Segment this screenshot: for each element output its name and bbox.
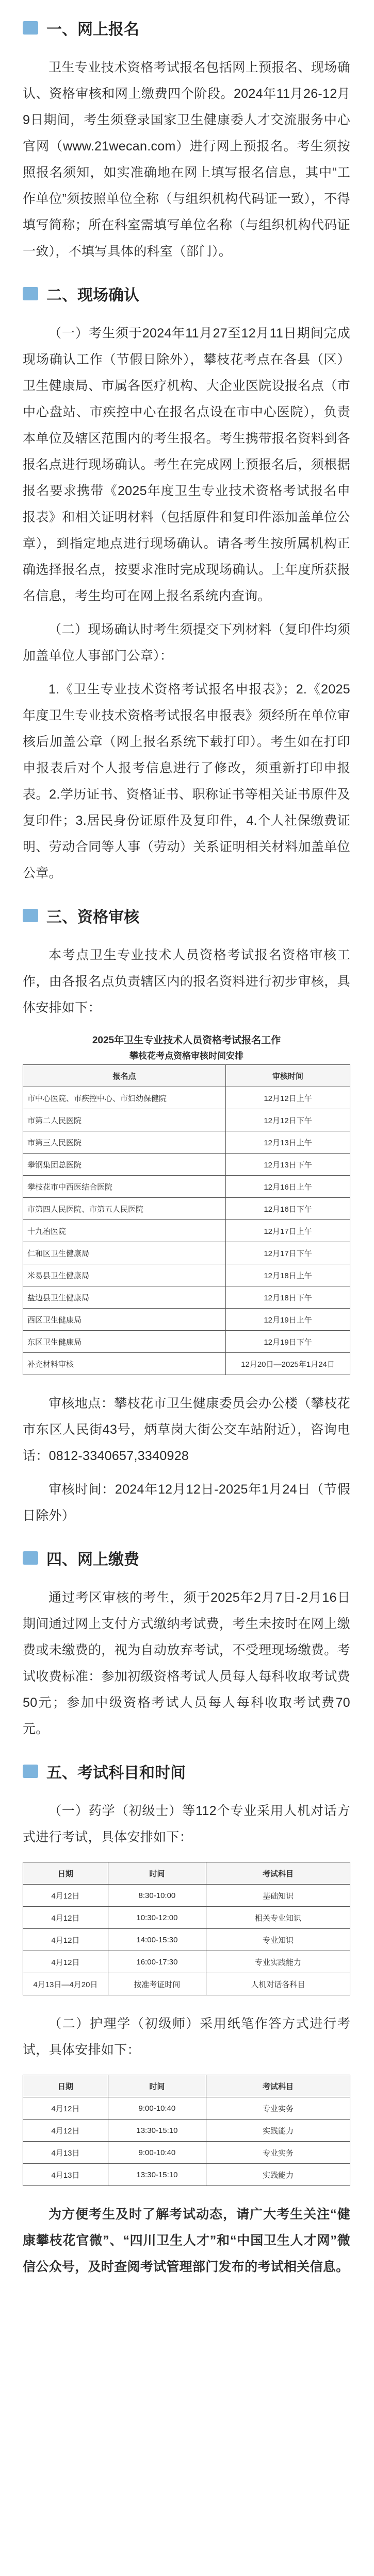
table-header: 日期 bbox=[23, 1862, 108, 1885]
table-cell: 4月13日 bbox=[23, 2142, 108, 2164]
paragraph: （一）药学（初级士）等112个专业采用人机对话方式进行考试，具体安排如下： bbox=[23, 1804, 350, 1844]
table-cell: 12月18日上午 bbox=[226, 1264, 350, 1286]
table-cell: 专业实务 bbox=[206, 2097, 350, 2120]
paragraph-review-location: 审核地点：攀枝花市卫生健康委员会办公楼（攀枝花市东区人民街43号，炳草岗大街公交车站附近），咨询电话：0812-3340657,3340928 bbox=[23, 1396, 350, 1463]
table-header: 日期 bbox=[23, 2075, 108, 2097]
paragraph: （一）考生须于2024年11月27至12月11日期间完成现场确认工作（节假日除外），攀枝花考点在各县（区）卫生健康局、市属各医疗机构、大企业医院设报名点（市中心盘站、市疾控中心在报名点设在市中心医院），负责本单位及辖区范围内的考生报名。考生携带报名资料到各报名点进行现场确认。考生在完成网上预报名后，须根据报名要求携带《2025年度卫生专业技术资格考试报名申报表》和相关证明材料（包括原件和复印件添加盖单位公章），到指定地点进行现场确认。请各考生按所属机构正确选择报名点，按要求准时完成现场确认。上年度所获报名信息，考生均可在网上报名系统内查询。 bbox=[23, 326, 350, 603]
computer-exam-schedule-table bbox=[23, 1862, 350, 1995]
table-cell: 十九冶医院 bbox=[23, 1220, 226, 1242]
section-heading-online-registration bbox=[23, 16, 350, 39]
table-row bbox=[23, 1331, 350, 1353]
table-cell: 9:00-10:40 bbox=[108, 2142, 206, 2164]
paragraph: 1.《卫生专业技术资格考试报名申报表》；2.《2025年度卫生专业技术资格考试报名申报表》须经所在单位审核后加盖公章（网上报名系统下载打印）。考生如在打印申报表后对个人报考信息进行了修改，须重新打印申报表。2.学历证书、资格证书、职称证书等相关证书原件及复印件；3.居民身份证原件及复印件，4.个人社保缴费证明、劳动合同等人事（劳动）关系证明相关材料加盖单位公章。 bbox=[23, 682, 350, 880]
paragraph-wechat-notice: 为方便考生及时了解考试动态，请广大考生关注“健康攀枝花官微”、“四川卫生人才”和“中国卫生人才网”微信公众号，及时查阅考试管理部门发布的考试相关信息。 bbox=[23, 2207, 350, 2274]
section-title: 一、网上报名 bbox=[46, 21, 139, 38]
table-cell: 实践能力 bbox=[206, 2164, 350, 2186]
table-cell: 12月19日上午 bbox=[226, 1309, 350, 1331]
table-cell: 4月13日 bbox=[23, 2164, 108, 2186]
section-marker-icon bbox=[23, 21, 38, 35]
table-cell: 4月12日 bbox=[23, 2120, 108, 2142]
table-row bbox=[23, 1885, 350, 1907]
section-marker-icon bbox=[23, 1765, 38, 1778]
paragraph: （二）现场确认时考生须提交下列材料（复印件均须加盖单位人事部门公章）： bbox=[23, 622, 350, 663]
table-row bbox=[23, 1973, 350, 1995]
section-heading-online-payment bbox=[23, 1547, 350, 1569]
paragraph: 卫生专业技术资格考试报名包括网上预报名、现场确认、资格审核和网上缴费四个阶段。2024年11月26-12月9日期间，考生须登录国家卫生健康委人才交流服务中心官网（www.21wecan.com）进行网上预报名。考生须按照报名须知，如实准确地在网上填写报名信息，其中“工作单位”须按照单位全称（与组织机构代码证一致），不得填写简称；所在科室需填写单位名称（与组织机构代码证一致），不填写具体的科室（部门）。 bbox=[23, 60, 350, 259]
table-header: 考试科目 bbox=[206, 1862, 350, 1885]
table-cell: 市第三人民医院 bbox=[23, 1131, 226, 1154]
table-row bbox=[23, 1131, 350, 1154]
table-cell: 12月19日下午 bbox=[226, 1331, 350, 1353]
table-row bbox=[23, 2164, 350, 2186]
table-cell: 相关专业知识 bbox=[206, 1907, 350, 1929]
table-subtitle: 攀枝花考点资格审核时间安排 bbox=[129, 1051, 243, 1061]
table-cell: 12月17日下午 bbox=[226, 1242, 350, 1264]
computer-exam-table-block bbox=[23, 1862, 350, 1995]
table-cell: 12月13日上午 bbox=[226, 1131, 350, 1154]
paragraph: 通过考区审核的考生，须于2025年2月7日-2月16日期间通过网上支付方式缴纳考试费，考生未按时在网上缴费或未缴费的，视为自动放弃考试，不受理现场缴费。考试收费标准：参加初级资格考试人员每人每科收取考试费50元；参加中级资格考试人员每人每科收取考试费70元。 bbox=[23, 1590, 350, 1736]
table-cell: 米易县卫生健康局 bbox=[23, 1264, 226, 1286]
table-row bbox=[23, 1951, 350, 1973]
table-cell: 专业实践能力 bbox=[206, 1951, 350, 1973]
table-row bbox=[23, 1242, 350, 1264]
table-cell: 专业知识 bbox=[206, 1929, 350, 1951]
table-cell: 4月13日—4月20日 bbox=[23, 1973, 108, 1995]
table-cell: 市第二人民医院 bbox=[23, 1109, 226, 1131]
table-row bbox=[23, 1286, 350, 1309]
table-cell: 市中心医院、市疾控中心、市妇幼保健院 bbox=[23, 1087, 226, 1109]
table-header: 报名点 bbox=[23, 1065, 226, 1087]
table-row bbox=[23, 1087, 350, 1109]
table-row bbox=[23, 1353, 350, 1375]
table-row bbox=[23, 1309, 350, 1331]
table-row bbox=[23, 1264, 350, 1286]
table-cell: 仁和区卫生健康局 bbox=[23, 1242, 226, 1264]
table-cell: 12月13日下午 bbox=[226, 1154, 350, 1176]
table-cell: 4月12日 bbox=[23, 2097, 108, 2120]
paragraph: 本考点卫生专业技术人员资格考试报名资格审核工作，由各报名点负责辖区内的报名资料进行初步审核，具体安排如下： bbox=[23, 948, 350, 1015]
table-header: 考试科目 bbox=[206, 2075, 350, 2097]
table-cell: 专业实务 bbox=[206, 2142, 350, 2164]
table-cell: 12月16日上午 bbox=[226, 1176, 350, 1198]
table-row bbox=[23, 1929, 350, 1951]
table-row bbox=[23, 1176, 350, 1198]
table-cell: 8:30-10:00 bbox=[108, 1885, 206, 1907]
section-title: 四、网上缴费 bbox=[46, 1551, 139, 1568]
table-cell: 盐边县卫生健康局 bbox=[23, 1286, 226, 1309]
table-cell: 实践能力 bbox=[206, 2120, 350, 2142]
table-cell: 按准考证时间 bbox=[108, 1973, 206, 1995]
table-cell: 13:30-15:10 bbox=[108, 2164, 206, 2186]
table-cell: 12月18日下午 bbox=[226, 1286, 350, 1309]
table-cell: 9:00-10:40 bbox=[108, 2097, 206, 2120]
table-cell: 补充材料审核 bbox=[23, 1353, 226, 1375]
paper-exam-schedule-table bbox=[23, 2075, 350, 2186]
table-row bbox=[23, 1198, 350, 1220]
table-cell: 4月12日 bbox=[23, 1929, 108, 1951]
section-title: 二、现场确认 bbox=[46, 287, 139, 304]
section-title: 五、考试科目和时间 bbox=[46, 1765, 186, 1782]
paragraph-review-time: 审核时间：2024年12月12日-2025年1月24日（节假日除外） bbox=[23, 1482, 350, 1523]
table-title: 2025年卫生专业技术人员资格考试报名工作 bbox=[92, 1035, 281, 1046]
table-row bbox=[23, 1220, 350, 1242]
table-header: 时间 bbox=[108, 2075, 206, 2097]
table-cell: 10:30-12:00 bbox=[108, 1907, 206, 1929]
paper-exam-table-block bbox=[23, 2075, 350, 2186]
table-cell: 4月12日 bbox=[23, 1907, 108, 1929]
paragraph: （二）护理学（初级师）采用纸笔作答方式进行考试，具体安排如下： bbox=[23, 2016, 350, 2057]
review-schedule-table bbox=[23, 1064, 350, 1375]
section-title: 三、资格审核 bbox=[46, 909, 139, 926]
table-cell: 4月12日 bbox=[23, 1951, 108, 1973]
table-cell: 基础知识 bbox=[206, 1885, 350, 1907]
table-cell: 12月20日—2025年1月24日 bbox=[226, 1353, 350, 1375]
table-cell: 东区卫生健康局 bbox=[23, 1331, 226, 1353]
table-cell: 市第四人民医院、市第五人民医院 bbox=[23, 1198, 226, 1220]
table-cell: 12月12日下午 bbox=[226, 1109, 350, 1131]
section-marker-icon bbox=[23, 287, 38, 300]
table-row bbox=[23, 2120, 350, 2142]
table-cell: 攀钢集团总医院 bbox=[23, 1154, 226, 1176]
table-cell: 16:00-17:30 bbox=[108, 1951, 206, 1973]
table-cell: 12月16日下午 bbox=[226, 1198, 350, 1220]
section-heading-exam-subjects-time bbox=[23, 1760, 350, 1783]
table-row bbox=[23, 1154, 350, 1176]
table-row bbox=[23, 1109, 350, 1131]
table-cell: 攀枝花市中西医结合医院 bbox=[23, 1176, 226, 1198]
table-row bbox=[23, 2142, 350, 2164]
table-cell: 12月12日上午 bbox=[226, 1087, 350, 1109]
section-heading-qualification-review bbox=[23, 904, 350, 927]
section-marker-icon bbox=[23, 909, 38, 922]
table-cell: 13:30-15:10 bbox=[108, 2120, 206, 2142]
table-row bbox=[23, 2097, 350, 2120]
table-cell: 人机对话各科目 bbox=[206, 1973, 350, 1995]
table-cell: 西区卫生健康局 bbox=[23, 1309, 226, 1331]
section-heading-onsite-confirmation bbox=[23, 282, 350, 305]
table-cell: 4月12日 bbox=[23, 1885, 108, 1907]
table-cell: 12月17日上午 bbox=[226, 1220, 350, 1242]
table-row bbox=[23, 1907, 350, 1929]
section-marker-icon bbox=[23, 1551, 38, 1565]
table-cell: 14:00-15:30 bbox=[108, 1929, 206, 1951]
review-schedule-table-block bbox=[23, 1032, 350, 1375]
table-header: 审核时间 bbox=[226, 1065, 350, 1087]
table-header: 时间 bbox=[108, 1862, 206, 1885]
